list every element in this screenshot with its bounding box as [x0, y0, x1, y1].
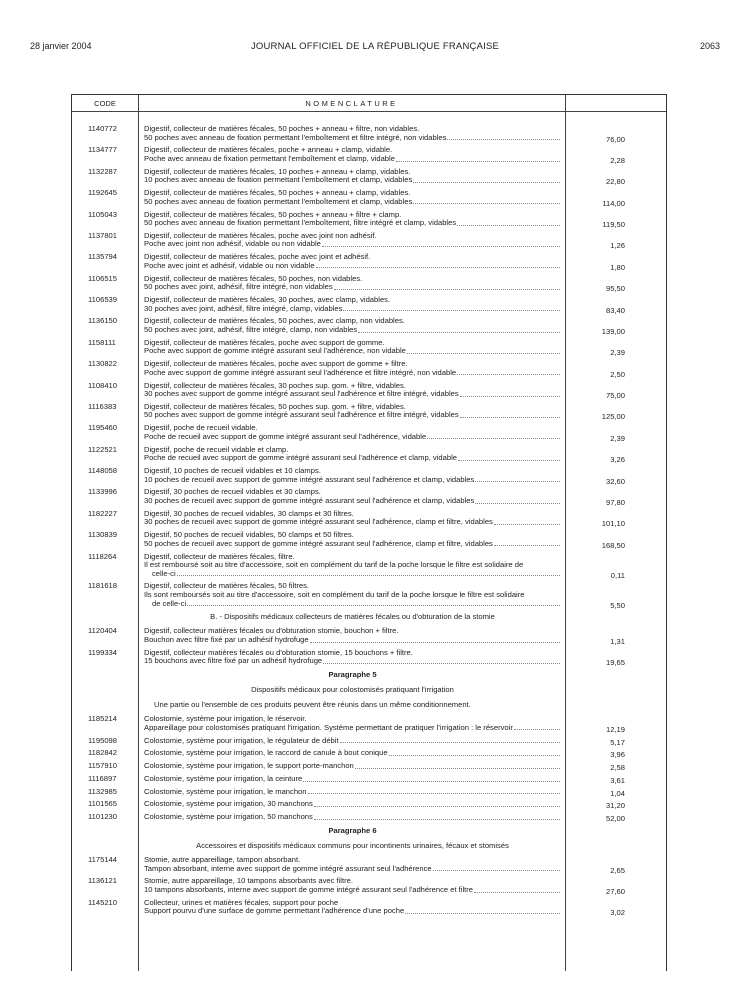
description-line: Digestif, collecteur de matières fécales, 50 poches + anneau + clamp, vidables.	[144, 189, 411, 198]
product-description	[144, 253, 561, 270]
description-line: Digestif, poche de recueil vidable.	[144, 424, 258, 433]
product-price: 1,80	[610, 262, 625, 272]
table-row	[72, 813, 666, 822]
table-row	[72, 382, 666, 399]
product-description	[144, 553, 561, 579]
product-code: 1101230	[88, 812, 117, 822]
description-line: Poche avec support de gomme intégré assurant seul l'adhérence et filtre intégré, non vidable	[144, 369, 561, 378]
product-code: 1185214	[88, 714, 117, 724]
product-price: 12,19	[605, 724, 625, 734]
table-row	[72, 715, 666, 732]
description-line: 50 poches avec joint, adhésif, filtre intégré, clamp, non vidables	[144, 326, 561, 335]
table-row	[72, 424, 666, 441]
table-row	[72, 749, 666, 758]
product-price: 76,00	[605, 134, 625, 144]
product-code: 1195460	[88, 423, 117, 433]
product-code: 1182227	[88, 508, 117, 518]
column-header-nomenclature: NOMENCLATURE	[305, 99, 398, 108]
table-row	[72, 775, 666, 784]
product-description	[144, 339, 561, 356]
column-header-code: CODE	[94, 99, 116, 108]
table-row	[72, 232, 666, 249]
product-code: 1106515	[88, 273, 117, 283]
product-description	[144, 424, 561, 441]
description-line: Digestif, collecteur de matières fécales, 50 poches + anneau + filtre + clamp.	[144, 210, 402, 219]
description-line: Digestif, collecteur de matières fécales, 10 poches + anneau + clamp, vidables.	[144, 167, 411, 176]
description-line: 10 tampons absorbants, interne avec support de gomme intégré assurant seul l'adhérence et filtre	[144, 886, 561, 895]
product-code: 1192645	[88, 188, 117, 198]
description-line: Digestif, collecteur de matières fécales, poche avec support de gomme + filtre.	[144, 360, 408, 369]
product-description	[144, 531, 561, 548]
paragraph-heading: Paragraphe 6	[328, 826, 377, 836]
description-line: 15 bouchons avec filtre fixé par un adhésif hydrofuge	[144, 657, 561, 666]
description-line: 50 poches de recueil avec support de gomme intégré assurant seul l'adhérence, clamp et filtre, vidables	[144, 540, 561, 549]
product-price: 1,26	[610, 241, 625, 251]
table-row	[72, 146, 666, 163]
product-price: 1,04	[610, 788, 625, 798]
product-description	[144, 649, 561, 666]
product-description	[144, 510, 561, 527]
description-line: 50 poches avec anneau de fixation permettant l'emboîtement, filtre intégré et clamp, vidables	[144, 219, 561, 228]
description-line: Digestif, collecteur de matières fécales, 50 poches, non vidables.	[144, 274, 363, 283]
section-heading: Dispositifs médicaux pour colostomisés pratiquant l'irrigation	[251, 685, 454, 695]
table-row	[72, 856, 666, 873]
description-line: Digestif, collecteur de matières fécales, 50 poches + anneau + filtre, non vidables.	[144, 125, 420, 133]
product-price: 2,50	[610, 369, 625, 379]
header-page-number: 2063	[699, 41, 720, 51]
table-row	[72, 467, 666, 484]
description-line: Digestif, collecteur de matières fécales, poche avec joint non adhésif.	[144, 231, 377, 240]
description-line: Digestif, collecteur de matières fécales, 30 poches sup. gom. + filtre, vidables.	[144, 381, 406, 390]
product-description	[144, 467, 561, 484]
product-price: 95,50	[605, 284, 625, 294]
product-description	[144, 488, 561, 505]
product-price: 114,00	[602, 198, 625, 208]
product-description	[144, 715, 561, 732]
description-line: 50 poches avec joint, adhésif, filtre intégré, non vidables	[144, 283, 561, 292]
product-description	[144, 211, 561, 228]
product-price: 5,50	[610, 600, 625, 610]
product-code: 1134777	[88, 145, 117, 155]
product-description	[144, 168, 561, 185]
description-line: Digestif, collecteur de matières fécales, 50 poches, avec clamp, non vidables.	[144, 317, 405, 326]
page-header	[30, 41, 720, 55]
description-line: Poche avec support de gomme intégré assurant seul l'adhérence, non vidable	[144, 347, 561, 356]
table-row	[72, 582, 666, 608]
description-line: Poche avec joint non adhésif, vidable ou non vidable	[144, 240, 561, 249]
description-line: Tampon absorbant, interne avec support de gomme intégré assurant seul l'adhérence	[144, 865, 561, 874]
product-code: 1140772	[88, 124, 117, 133]
description-line: Ils sont remboursés soit au titre d'accessoire, soit en complément du tarif de la poche lorsque le filtre est solidaire	[144, 591, 525, 600]
nomenclature-table	[71, 94, 667, 971]
table-row	[72, 275, 666, 292]
description-line: Digestif, collecteur matières fécales ou d'obturation stomie, bouchon + filtre.	[144, 627, 399, 636]
product-price: 27,60	[605, 887, 625, 896]
product-code: 1101565	[88, 799, 117, 809]
description-line: Poche de recueil avec support de gomme intégré assurant seul l'adhérence, vidable	[144, 433, 561, 442]
table-row	[72, 446, 666, 463]
product-description	[144, 403, 561, 420]
product-price: 1,31	[610, 637, 625, 647]
product-price: 22,80	[605, 177, 625, 187]
description-line: Bouchon avec filtre fixé par un adhésif hydrofuge	[144, 636, 561, 645]
table-row	[72, 339, 666, 356]
product-code: 1158111	[88, 337, 116, 347]
product-description	[144, 877, 561, 894]
description-line: Colostomie, système pour irrigation, le réservoir.	[144, 715, 307, 724]
table-row	[72, 168, 666, 185]
product-description	[144, 775, 561, 784]
description-line: Digestif, collecteur de matières fécales, 50 filtres.	[144, 582, 310, 591]
product-code: 1130839	[88, 530, 117, 540]
product-price: 3,61	[610, 775, 625, 785]
product-description	[144, 296, 561, 313]
description-line: Poche de recueil avec support de gomme intégré assurant seul l'adhérence et clamp, vidable	[144, 454, 561, 463]
product-code: 1116897	[88, 773, 117, 783]
description-line: 30 poches avec joint, adhésif, filtre intégré, clamp, vidables	[144, 305, 561, 314]
product-code: 1132985	[88, 786, 117, 796]
table-row	[72, 737, 666, 746]
product-price: 2,39	[610, 433, 625, 443]
description-line: Digestif, collecteur de matières fécales, 30 poches, avec clamp, vidables.	[144, 296, 391, 304]
table-row	[72, 553, 666, 579]
table-row	[72, 360, 666, 377]
description-line: Colostomie, système pour irrigation, 30 manchons	[144, 800, 561, 809]
description-line: Digestif, 30 poches de recueil vidables et 30 clamps.	[144, 488, 321, 497]
product-description	[144, 232, 561, 249]
product-price: 31,20	[605, 801, 625, 811]
product-code: 1145210	[88, 897, 117, 907]
description-line: Digestif, collecteur de matières fécales, filtre.	[144, 552, 295, 561]
description-line: 50 poches avec anneau de fixation permettant l'emboîtement et clamp, vidables	[144, 198, 561, 207]
description-line: 10 poches de recueil avec support de gomme intégré assurant seul l'adhérence et clamp, vidables	[144, 476, 561, 485]
description-line: de celle-ci	[144, 600, 561, 609]
product-description	[144, 446, 561, 463]
product-price: 3,96	[610, 750, 625, 760]
product-code: 1195098	[88, 735, 117, 745]
description-line: Poche avec joint et adhésif, vidable ou non vidable	[144, 262, 561, 271]
product-price: 2,65	[610, 865, 625, 875]
product-code: 1132287	[88, 166, 117, 176]
product-price: 3,26	[610, 455, 625, 465]
product-description	[144, 146, 561, 163]
table-row	[72, 253, 666, 270]
product-code: 1175144	[88, 855, 117, 865]
product-description	[144, 275, 561, 292]
table-body	[72, 125, 666, 920]
description-line: Stomie, autre appareillage, tampon absorbant.	[144, 856, 301, 865]
product-code: 1116383	[88, 401, 117, 411]
product-description	[144, 627, 561, 644]
product-price: 168,50	[601, 540, 625, 550]
description-line: 30 poches de recueil avec support de gomme intégré assurant seul l'adhérence et clamp, vidables	[144, 497, 561, 506]
description-line: Digestif, collecteur de matières fécales, 50 poches sup. gom. + filtre, vidables.	[144, 402, 406, 411]
product-description	[144, 317, 561, 334]
table-row	[72, 317, 666, 334]
description-line: Digestif, 10 poches de recueil vidables et 10 clamps.	[144, 467, 321, 475]
product-code: 1130822	[88, 359, 117, 369]
product-code: 1157910	[88, 761, 117, 771]
product-price: 5,17	[610, 737, 625, 747]
description-line: Colostomie, système pour irrigation, le support porte-manchon	[144, 762, 561, 771]
description-line: 50 poches avec anneau de fixation permettant l'emboîtement et filtre intégré, non vidables	[144, 134, 561, 143]
product-description	[144, 382, 561, 399]
product-description	[144, 749, 561, 758]
header-journal-title: JOURNAL OFFICIEL DE LA RÉPUBLIQUE FRANÇAISE	[250, 41, 500, 52]
description-line: celle-ci	[144, 570, 561, 579]
description-line: Il est remboursé soit au titre d'accessoire, soit en complément du tarif de la poche lorsque le filtre est solidaire de	[144, 561, 524, 570]
product-description	[144, 800, 561, 809]
product-code: 1118264	[88, 551, 117, 561]
table-row	[72, 877, 666, 894]
product-code: 1108410	[88, 380, 117, 390]
product-code: 1106539	[88, 295, 117, 304]
product-price: 2,28	[610, 155, 625, 165]
description-line: Digestif, poche de recueil vidable et clamp.	[144, 445, 289, 454]
table-row	[72, 626, 666, 647]
product-description	[144, 360, 561, 377]
table-row	[72, 762, 666, 771]
description-line: Colostomie, système pour irrigation, le manchon	[144, 788, 561, 797]
description-line: 30 poches de recueil avec support de gomme intégré assurant seul l'adhérence, clamp et filtre, vidables	[144, 518, 561, 527]
header-date: 28 janvier 2004	[30, 41, 92, 51]
description-line: 50 poches avec support de gomme intégré assurant seul l'adhérence et filtre intégré, vidables	[144, 411, 561, 420]
product-price: 0,11	[610, 570, 625, 580]
product-price: 32,60	[605, 476, 625, 486]
product-price: 101,10	[601, 519, 625, 529]
product-price: 139,00	[601, 326, 625, 336]
product-code: 1135794	[88, 252, 117, 262]
product-description	[144, 788, 561, 797]
product-price: 97,80	[605, 497, 625, 507]
description-line: Colostomie, système pour irrigation, la ceinture	[144, 775, 561, 784]
description-line: Stomie, autre appareillage, 10 tampons absorbants avec filtre.	[144, 877, 353, 886]
product-price: 19,65	[605, 658, 625, 668]
description-line: Digestif, collecteur de matières fécales, poche avec joint et adhésif.	[144, 253, 371, 262]
table-row	[72, 800, 666, 809]
product-code: 1199334	[88, 647, 117, 657]
table-row	[72, 531, 666, 548]
product-description	[144, 856, 561, 873]
table-row	[72, 649, 666, 666]
product-code: 1181618	[88, 581, 117, 591]
table-row	[72, 403, 666, 420]
description-line: Poche avec anneau de fixation permettant l'emboîtement et clamp, vidable	[144, 155, 561, 164]
product-price: 83,40	[605, 305, 625, 315]
table-row	[72, 189, 666, 206]
table-row	[72, 788, 666, 797]
product-code: 1136150	[88, 316, 117, 326]
table-row	[72, 211, 666, 228]
table-row	[72, 510, 666, 527]
description-line: Support pourvu d'une surface de gomme permettant l'adhérence d'une poche	[144, 907, 561, 916]
section-heading: B. - Dispositifs médicaux collecteurs de matières fécales ou d'obturation de la stomie	[210, 612, 495, 622]
description-line: 30 poches avec support de gomme intégré assurant seul l'adhérence et filtre intégré, vidables	[144, 390, 561, 399]
product-code: 1148058	[88, 466, 117, 475]
description-line: Colostomie, système pour irrigation, 50 manchons	[144, 813, 561, 822]
product-code: 1136121	[88, 876, 117, 886]
product-description	[144, 813, 561, 822]
product-price: 125,00	[601, 412, 625, 422]
product-description	[144, 189, 561, 206]
product-code: 1182842	[88, 748, 117, 758]
product-price: 2,58	[610, 763, 625, 773]
product-description	[144, 125, 561, 142]
table-header-row	[72, 95, 666, 112]
product-description	[144, 899, 561, 916]
description-line: Collecteur, urines et matières fécales, support pour poche	[144, 898, 339, 907]
description-line: Digestif, 30 poches de recueil vidables, 30 clamps et 30 filtres.	[144, 509, 354, 518]
description-line: Digestif, collecteur matières fécales ou d'obturation stomie, 15 bouchons + filtre.	[144, 648, 413, 657]
product-code: 1133996	[88, 487, 117, 497]
description-line: Colostomie, système pour irrigation, le raccord de canule à bout conique	[144, 749, 561, 758]
product-price: 52,00	[605, 814, 625, 824]
description-line: 10 poches avec anneau de fixation permettant l'emboîtement et clamp, vidables	[144, 176, 561, 185]
product-code: 1137801	[88, 230, 117, 240]
product-description	[144, 737, 561, 746]
product-price: 2,39	[610, 348, 625, 358]
description-line: Appareillage pour colostomisés pratiquant l'irrigation. Système permettant de pratiquer l'irrigation : le réservoir	[144, 724, 561, 733]
product-price: 75,00	[605, 391, 625, 401]
description-line: Digestif, 50 poches de recueil vidables, 50 clamps et 50 filtres.	[144, 531, 354, 540]
section-note: Une partie ou l'ensemble de ces produits peuvent être réunis dans un même conditionnement.	[154, 700, 471, 710]
table-row	[72, 899, 666, 916]
table-row	[72, 488, 666, 505]
table-row	[72, 296, 666, 313]
product-description	[144, 762, 561, 771]
paragraph-heading: Paragraphe 5	[328, 670, 377, 680]
product-price: 3,02	[610, 908, 625, 918]
description-line: Digestif, collecteur de matières fécales, poche + anneau + clamp, vidable.	[144, 146, 393, 155]
product-price: 119,50	[602, 220, 625, 230]
product-description	[144, 582, 561, 608]
section-heading: Accessoires et dispositifs médicaux communs pour incontinents urinaires, fécaux et stomisés	[196, 841, 509, 851]
product-code: 1122521	[88, 444, 117, 454]
product-code: 1120404	[88, 626, 117, 636]
description-line: Colostomie, système pour irrigation, le régulateur de débit	[144, 737, 561, 746]
description-line: Digestif, collecteur de matières fécales, poche avec support de gomme.	[144, 338, 385, 347]
table-row	[72, 125, 666, 142]
product-code: 1105043	[88, 209, 117, 219]
